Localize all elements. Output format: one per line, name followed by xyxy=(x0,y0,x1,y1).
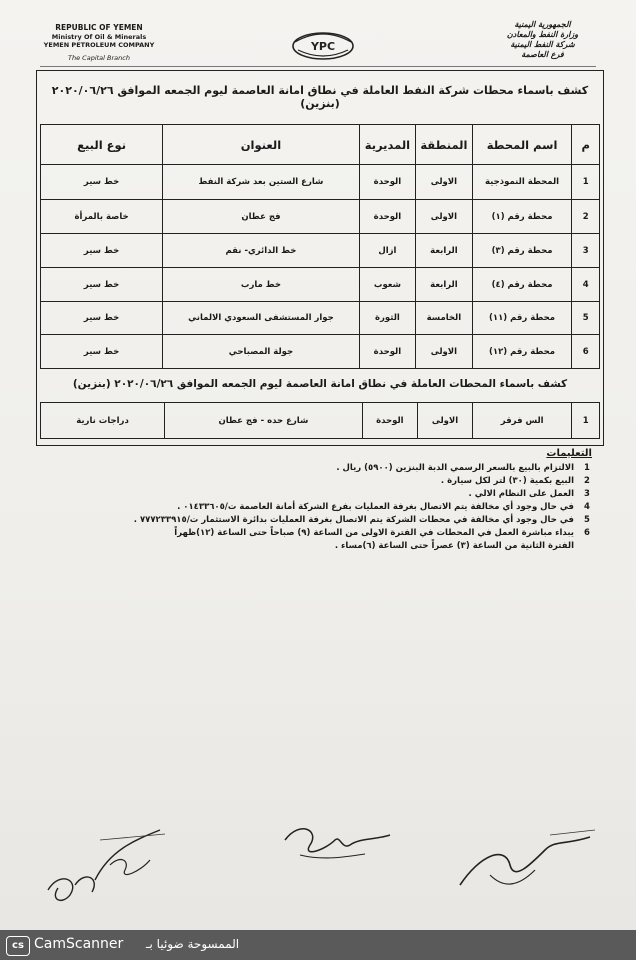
stations-table-2 xyxy=(40,402,600,439)
row-station: محطة رقم (٤) xyxy=(472,268,572,302)
row-sale: خط سير xyxy=(41,234,163,268)
row-station: المحطة النموذجية xyxy=(472,165,572,200)
row-district: شعوب xyxy=(359,268,415,302)
row-num: 4 xyxy=(572,268,600,302)
header-english-block xyxy=(34,24,164,62)
row-address: جولة المصباحي xyxy=(163,335,360,369)
row-region: الرابعة xyxy=(416,234,473,268)
instruction-text: في حال وجود أي مخالفة في محطات الشركة يتم الاتصال بغرفة العمليات بدائرة الاستثمار ت/٧٧٧٢٣٣٩١٥ . xyxy=(133,515,574,525)
instruction-item xyxy=(36,488,596,501)
stations-table xyxy=(40,124,600,369)
row-region: الاولى xyxy=(416,200,473,234)
instruction-number: 4 xyxy=(584,502,590,512)
table-header-row xyxy=(41,125,600,165)
table-row xyxy=(41,302,600,335)
row-address: شارع الستين بعد شركة النفط xyxy=(163,165,360,200)
instruction-text: الالتزام بالبيع بالسعر الرسمي الدبة البنزين (٥٩٠٠) ريال . xyxy=(336,463,574,473)
row-address: جوار المستشفى السعودي الالماني xyxy=(163,302,360,335)
camscanner-brand: CamScanner xyxy=(34,936,124,952)
row-num: 1 xyxy=(572,403,600,439)
instruction-number: 1 xyxy=(584,463,590,473)
row-station: محطة رقم (٣) xyxy=(472,234,572,268)
row-district: الوحدة xyxy=(362,403,417,439)
row-district: الوحدة xyxy=(359,335,415,369)
instruction-item xyxy=(36,475,596,488)
table-row xyxy=(41,335,600,369)
row-sale: خط سير xyxy=(41,268,163,302)
header-arabic-block xyxy=(485,20,600,60)
header-ar-country: الجمهورية اليمنية xyxy=(514,20,571,29)
header-ar-branch: فرع العاصمة xyxy=(521,50,564,59)
instruction-item xyxy=(36,462,596,475)
header-company: YEMEN PETROLEUM COMPANY xyxy=(43,41,155,49)
row-address: شارع حده - فج عطان xyxy=(165,403,363,439)
table-row xyxy=(41,268,600,302)
row-region: الرابعة xyxy=(416,268,473,302)
header-num: م xyxy=(572,125,600,165)
row-region: الاولى xyxy=(416,165,473,200)
row-num: 5 xyxy=(572,302,600,335)
table-row xyxy=(41,403,600,439)
instruction-text: البيع بكمية (٣٠) لتر لكل سيارة . xyxy=(440,476,574,486)
row-num: 1 xyxy=(572,165,600,200)
header-sale-type: نوع البيع xyxy=(41,125,163,165)
signature-left xyxy=(40,810,170,910)
logo-text: YPC xyxy=(310,40,336,53)
title-secondary: كشف باسماء المحطات العاملة في نطاق امانة العاصمة ليوم الجمعه الموافق ٢٠٢٠/٠٦/٢٦ (بنزين) xyxy=(72,378,568,390)
row-sale: خاصة بالمرأة xyxy=(41,200,163,234)
instruction-item xyxy=(36,501,596,514)
row-address: فج عطان xyxy=(163,200,360,234)
row-sale: خط سير xyxy=(41,302,163,335)
header-branch: The Capital Branch xyxy=(68,53,130,62)
header-country: REPUBLIC OF YEMEN xyxy=(55,23,143,32)
row-district: الوحدة xyxy=(359,200,415,234)
title-main: كشف باسماء محطات شركة النفط العاملة في نطاق امانة العاصمة ليوم الجمعه الموافق ٢٠٢٠/٠٦/٢٦ (بنزين) xyxy=(51,84,589,110)
row-region: الاولى xyxy=(416,335,473,369)
row-sale: دراجات نارية xyxy=(41,403,165,439)
camscanner-logo-icon: cs xyxy=(6,936,30,956)
instructions-list xyxy=(36,462,596,553)
row-address: خط مارب xyxy=(163,268,360,302)
row-num: 6 xyxy=(572,335,600,369)
instruction-item xyxy=(36,540,596,553)
row-region: الخامسة xyxy=(416,302,473,335)
header-divider xyxy=(40,66,596,67)
row-district: الوحدة xyxy=(359,165,415,200)
instruction-number: 6 xyxy=(584,528,590,538)
signature-middle xyxy=(280,810,400,880)
scanned-with-label: الممسوحة ضوئيا بـ xyxy=(146,937,240,951)
header-station: اسم المحطة xyxy=(472,125,572,165)
instruction-text: يبداء مباشرة العمل في المحطات في الفترة الاولى من الساعة (٩) صباحاً حتى الساعة (١٢)ظهراً xyxy=(174,528,574,538)
signature-right xyxy=(450,815,600,905)
instruction-item xyxy=(36,527,596,540)
row-num: 3 xyxy=(572,234,600,268)
header-ministry: Ministry Of Oil & Minerals xyxy=(51,32,147,41)
row-station: الس فرقر xyxy=(473,403,572,439)
table-row xyxy=(41,200,600,234)
instruction-number: 3 xyxy=(584,489,590,499)
row-region: الاولى xyxy=(417,403,472,439)
row-district: الثورة xyxy=(359,302,415,335)
row-sale: خط سير xyxy=(41,165,163,200)
instructions-title: التعليمات xyxy=(546,448,592,459)
header-ar-company: شركة النفط اليمنية xyxy=(510,40,575,49)
instruction-text: العمل على النظام الالي . xyxy=(468,489,574,499)
instruction-item xyxy=(36,514,596,527)
table-row xyxy=(41,234,600,268)
row-sale: خط سير xyxy=(41,335,163,369)
header-ar-ministry: وزارة النفط والمعادن xyxy=(506,30,579,39)
instruction-number: 2 xyxy=(584,476,590,486)
instruction-text: الفترة الثانية من الساعة (٣) عصراً حتى الساعة (٦)مساء . xyxy=(334,541,574,551)
table-row xyxy=(41,165,600,200)
row-district: ازال xyxy=(359,234,415,268)
header-address: العنوان xyxy=(163,125,360,165)
header-region: المنطقة xyxy=(416,125,473,165)
row-station: محطة رقم (١٢) xyxy=(472,335,572,369)
row-num: 2 xyxy=(572,200,600,234)
instruction-number: 5 xyxy=(584,515,590,525)
header-district: المديرية xyxy=(359,125,415,165)
row-station: محطة رقم (١١) xyxy=(472,302,572,335)
row-station: محطة رقم (١) xyxy=(472,200,572,234)
instruction-text: في حال وجود أي مخالفة يتم الاتصال بغرفة العمليات بفرع الشركة أمانة العاصمة ت/٠١٤٣٣٦٠٥ . xyxy=(177,502,574,512)
company-logo xyxy=(290,28,356,62)
row-address: خط الدائري- نقم xyxy=(163,234,360,268)
scanner-footer-bar xyxy=(0,930,636,960)
